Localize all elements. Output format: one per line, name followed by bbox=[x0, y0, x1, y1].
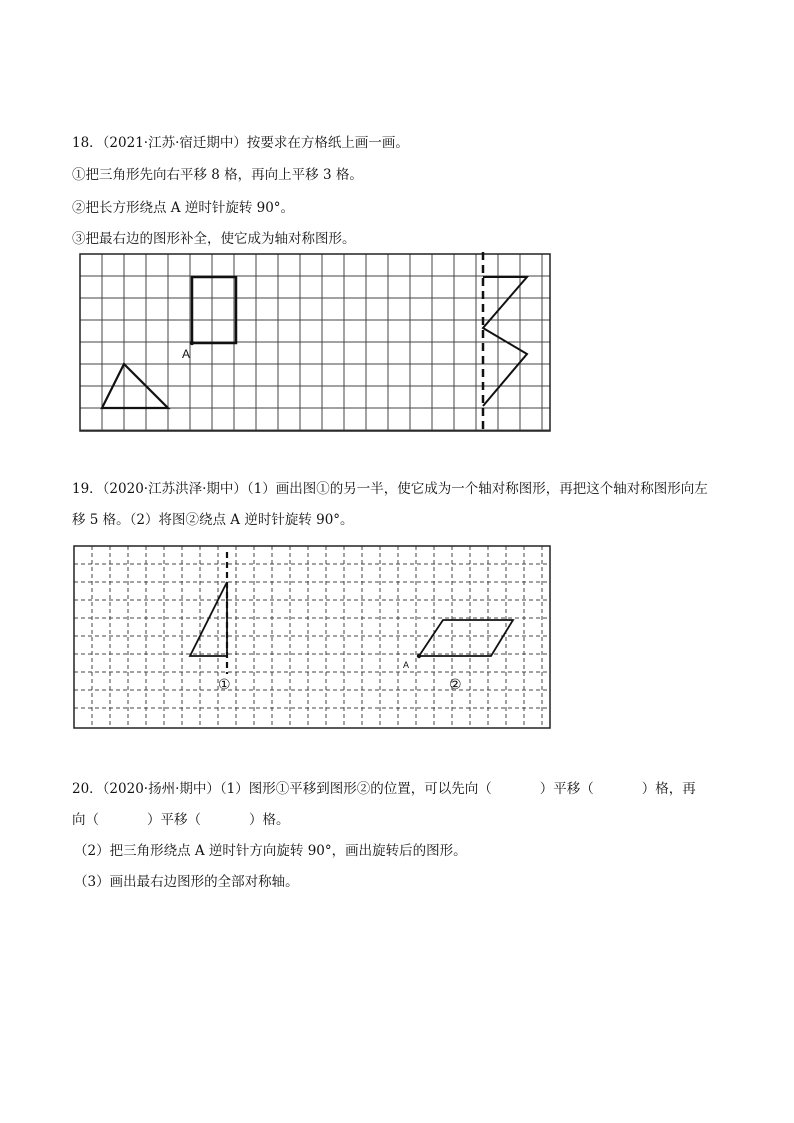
q20-line-1-part-a: 20．（2020·扬州·期中）（1）图形①平移到图形②的位置，可以先向（ bbox=[72, 781, 492, 797]
q19-half-triangle bbox=[190, 582, 227, 656]
q20-line-2-part-c: ）格。 bbox=[249, 812, 290, 828]
q20-line-2-part-b: ）平移（ bbox=[147, 812, 201, 828]
q19-line-2: 移 5 格。（2）将图②绕点 A 逆时针旋转 90°。 bbox=[72, 512, 354, 528]
q20-line-2 bbox=[72, 811, 290, 829]
q19-point-a-label: A bbox=[403, 660, 410, 670]
q19-parallelogram bbox=[419, 620, 513, 656]
q19-shape-1-label: ① bbox=[218, 677, 231, 693]
q18-item-1: ①把三角形先向右平移 8 格，再向上平移 3 格。 bbox=[72, 167, 363, 183]
q20-line-2-part-a: 向（ bbox=[72, 812, 99, 828]
q18-rectangle bbox=[192, 277, 236, 343]
q18-point-a bbox=[190, 341, 194, 345]
q18-grid-figure bbox=[78, 250, 554, 436]
q19-dashed-grid bbox=[74, 546, 550, 728]
q20-item-2: （2）把三角形绕点 A 逆时针方向旋转 90°，画出旋转后的图形。 bbox=[74, 843, 467, 859]
q20-item-3: （3）画出最右边图形的全部对称轴。 bbox=[74, 874, 299, 890]
q18-title: 18．（2021·江苏·宿迁期中）按要求在方格纸上画一画。 bbox=[72, 135, 409, 151]
q18-grid bbox=[80, 254, 550, 431]
q20-line-1-part-c: ）格，再 bbox=[641, 781, 696, 797]
q18-item-2: ②把长方形绕点 A 逆时针旋转 90°。 bbox=[72, 200, 295, 216]
q19-grid-border bbox=[74, 546, 550, 728]
q18-item-3: ③把最右边的图形补全，使它成为轴对称图形。 bbox=[72, 231, 356, 247]
q18-point-a-label: A bbox=[182, 347, 191, 361]
q19-line-1: 19．（2020·江苏洪泽·期中）（1）画出图①的另一半，使它成为一个轴对称图形，再把这个轴对称图形向左 bbox=[72, 481, 708, 497]
q19-point-a bbox=[417, 654, 421, 658]
q19-shape-2-label: ② bbox=[449, 677, 462, 693]
q19-grid-figure bbox=[72, 544, 554, 732]
q20-line-1-part-b: ）平移（ bbox=[539, 781, 594, 797]
q20-line-1 bbox=[72, 780, 696, 798]
